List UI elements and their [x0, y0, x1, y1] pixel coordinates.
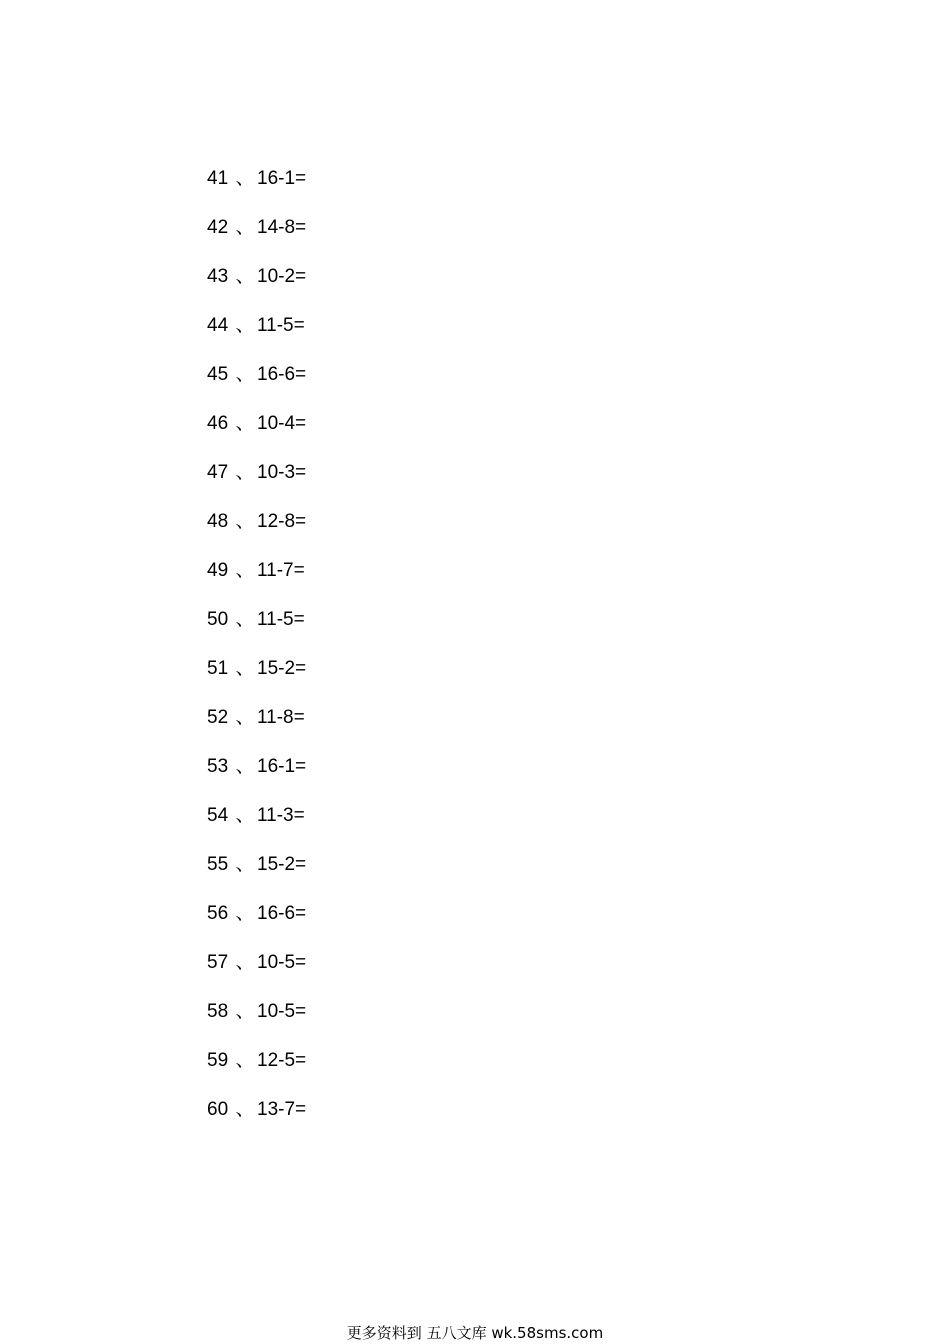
problem-expression: 12-5= — [257, 1050, 307, 1071]
problem-number: 41 — [207, 168, 229, 189]
problem-expression: 16-6= — [257, 903, 307, 924]
problem-separator: 、 — [235, 510, 255, 532]
problem-item — [207, 458, 306, 507]
problem-item — [207, 164, 306, 213]
problem-number: 46 — [207, 413, 229, 434]
problem-item — [207, 311, 306, 360]
problem-separator: 、 — [235, 412, 255, 434]
problem-separator: 、 — [235, 951, 255, 973]
problem-item — [207, 654, 306, 703]
problem-number: 52 — [207, 707, 229, 728]
problem-expression: 11-5= — [257, 609, 305, 630]
problem-item — [207, 948, 306, 997]
problem-separator: 、 — [235, 902, 255, 924]
problem-expression: 11-5= — [257, 315, 305, 336]
problem-number: 56 — [207, 903, 229, 924]
problem-number: 59 — [207, 1050, 229, 1071]
problem-expression: 16-1= — [257, 168, 307, 189]
problem-number: 44 — [207, 315, 229, 336]
problem-expression: 16-6= — [257, 364, 307, 385]
problem-number: 48 — [207, 511, 229, 532]
problem-expression: 10-3= — [257, 462, 307, 483]
problem-expression: 12-8= — [257, 511, 307, 532]
problem-item — [207, 507, 306, 556]
problem-number: 55 — [207, 854, 229, 875]
problem-expression: 10-5= — [257, 1001, 307, 1022]
problem-number: 47 — [207, 462, 229, 483]
problem-item — [207, 801, 306, 850]
problem-separator: 、 — [235, 706, 255, 728]
problem-expression: 13-7= — [257, 1099, 307, 1120]
problem-separator: 、 — [235, 1098, 255, 1120]
problem-number: 53 — [207, 756, 229, 777]
problem-separator: 、 — [235, 755, 255, 777]
problem-number: 57 — [207, 952, 229, 973]
problem-number: 49 — [207, 560, 229, 581]
problem-item — [207, 1095, 306, 1144]
problem-number: 42 — [207, 217, 229, 238]
problem-item — [207, 1046, 306, 1095]
problem-expression: 11-7= — [257, 560, 305, 581]
problem-expression: 11-3= — [257, 805, 305, 826]
problem-expression: 10-5= — [257, 952, 307, 973]
problem-separator: 、 — [235, 363, 255, 385]
problem-number: 43 — [207, 266, 229, 287]
problem-item — [207, 556, 306, 605]
problem-separator: 、 — [235, 216, 255, 238]
problem-number: 54 — [207, 805, 229, 826]
problem-item — [207, 409, 306, 458]
problem-separator: 、 — [235, 1049, 255, 1071]
problem-separator: 、 — [235, 657, 255, 679]
problem-separator: 、 — [235, 461, 255, 483]
footer-watermark-text: 更多资料到 五八文库 wk.58sms.com — [346, 1324, 604, 1342]
problem-separator: 、 — [235, 314, 255, 336]
problem-expression: 10-4= — [257, 413, 307, 434]
problem-separator: 、 — [235, 853, 255, 875]
problem-separator: 、 — [235, 608, 255, 630]
problem-item — [207, 605, 306, 654]
problem-number: 51 — [207, 658, 229, 679]
problem-separator: 、 — [235, 1000, 255, 1022]
problem-item — [207, 262, 306, 311]
problem-separator: 、 — [235, 804, 255, 826]
problem-expression: 11-8= — [257, 707, 305, 728]
problem-expression: 14-8= — [257, 217, 307, 238]
problem-expression: 15-2= — [257, 658, 307, 679]
problem-item — [207, 703, 306, 752]
problem-expression: 15-2= — [257, 854, 307, 875]
problem-separator: 、 — [235, 265, 255, 287]
problem-list — [207, 164, 306, 1144]
problem-number: 45 — [207, 364, 229, 385]
problem-expression: 16-1= — [257, 756, 307, 777]
problem-number: 58 — [207, 1001, 229, 1022]
problem-item — [207, 752, 306, 801]
problem-item — [207, 850, 306, 899]
problem-separator: 、 — [235, 559, 255, 581]
problem-item — [207, 213, 306, 262]
problem-item — [207, 899, 306, 948]
problem-separator: 、 — [235, 167, 255, 189]
problem-item — [207, 360, 306, 409]
problem-number: 50 — [207, 609, 229, 630]
problem-number: 60 — [207, 1099, 229, 1120]
problem-item — [207, 997, 306, 1046]
problem-expression: 10-2= — [257, 266, 307, 287]
